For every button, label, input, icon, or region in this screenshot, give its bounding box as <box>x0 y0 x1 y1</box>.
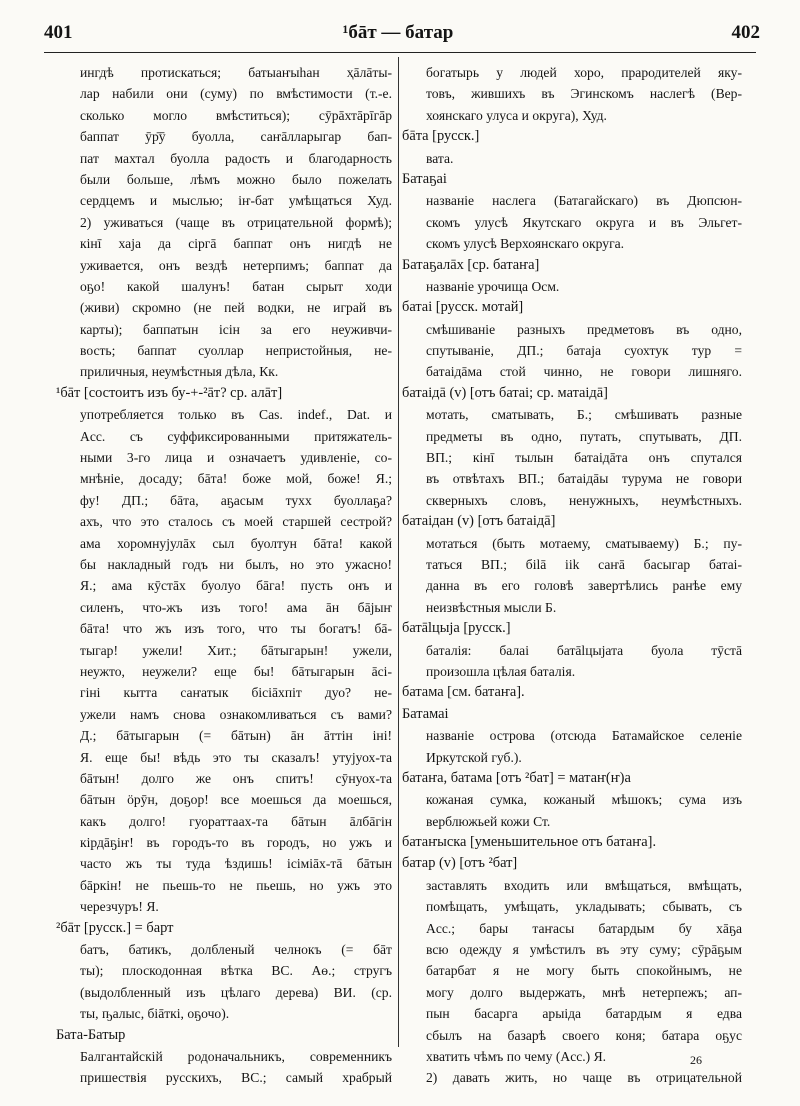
left-page-number: 401 <box>44 22 73 43</box>
text-line: названіе урочища Осм. <box>426 278 560 294</box>
text-line: скверныхъ словъ, ненужныхъ, неумѣстныхъ. <box>426 492 742 508</box>
text-line: всю одежду я умѣстилъ въ эту суму; сӯрāҕым <box>426 942 742 958</box>
text-line: ингдѣ протискаться; батыаҥыһан ҳāлāты- <box>80 65 392 80</box>
text-line: пришествія русскихъ, ВС.; самый храбрый <box>80 1070 392 1086</box>
text-line: (живи) скромно (не пей водки, не играй въ <box>80 300 392 316</box>
text-line: баталія: балаі батālцыјата буола тӯстā <box>426 642 742 658</box>
text-line: 2) давать жить, но чаще въ отрицательной <box>426 1070 742 1086</box>
left-column <box>56 62 392 1089</box>
text-line: уживается, онъ вездѣ нетерпимъ; баппат да <box>80 257 392 273</box>
entry-headword-line: батаі [русск. мотай] <box>402 299 524 316</box>
text-line: ама хоромнујулāх сыл буолтун бāта! какой <box>80 535 392 551</box>
text-line: употребляется только въ Cas. indef., Dat. и <box>80 407 392 423</box>
text-line: ты, ҧалыс, біāткі, оҕочо). <box>80 1006 230 1022</box>
entry-headword-line: ²бāт [русск.] = барт <box>56 919 174 936</box>
text-line: спутываніе, ДП.; батаја суохтук тур = <box>426 343 742 359</box>
text-line: сколько могло вмѣститься); сӯрāхтāрīгāр <box>80 107 392 123</box>
text-line: неизвѣстныя мысли Б. <box>426 599 557 615</box>
text-line: лар набили они (суму) по вмѣстимости (т.-е. <box>80 86 392 102</box>
text-line: часто жъ ты туда ѣздишь! ісіміāх-тā бāтын <box>80 856 392 872</box>
text-line: силенъ, что-жъ изъ того! ама āн бāјыҥ <box>80 599 392 615</box>
text-line: помѣщать, умѣщать, укладывать; сбывать, съ <box>426 899 742 915</box>
text-line: произошла цѣлая баталія. <box>426 663 576 679</box>
text-line: неужто, неужели? еще бы! бāтыгарын āсі- <box>80 663 392 679</box>
text-line: Acc.; бары таҥасы батардым бу хāҕа <box>426 920 742 936</box>
text-line: сердцемъ и мыслью; іҥ-бат умѣщаться Худ. <box>80 193 392 209</box>
text-line: хоянскаго улуса и округа), Худ. <box>426 107 607 123</box>
text-line: были больше, лѣмъ можно было пожелать <box>80 171 392 187</box>
entry-headword-line: батама [см. батаҥа]. <box>402 684 525 701</box>
text-line: сбылъ на базарѣ своего коня; батара оҕус <box>426 1027 742 1043</box>
text-line: ахъ, что это сталось съ моей старшей сестрой? <box>80 514 392 530</box>
text-line: пат махтал буолла радость и благодарность <box>80 150 392 166</box>
right-column <box>402 62 742 1089</box>
entry-headword-line: Батаҕалāх [ср. батаҥа] <box>402 256 540 273</box>
entry-headword-line: ¹бāт [состоитъ изъ бу-+-²āт? ср. алāт] <box>56 384 283 401</box>
signature-mark: 26 <box>690 1053 702 1067</box>
text-line: названіе острова (отсюда Батамайское селеніе <box>426 728 742 744</box>
text-line: ужели намъ снова ознакомливаться съ вами? <box>80 706 392 722</box>
text-line: въ отвѣтахъ ВП.; батаідāы турума не говори <box>426 471 742 487</box>
text-line: Acc. съ суффиксированными притяжатель- <box>80 428 392 444</box>
text-line: бāтын ӧрӯн, доҕор! все моешься да моешься, <box>80 792 392 808</box>
entry-headword-line: Батамаі <box>402 705 449 722</box>
header-rule <box>44 52 756 53</box>
text-line: мотаться (быть мотаему, сматываему) Б.; пу- <box>426 535 742 551</box>
text-line: оҕо! какой шалунъ! батан сырыт ходи <box>80 278 392 294</box>
text-line: бāркін! не пьешь-то не пьешь, но ужъ это <box>80 877 392 893</box>
text-line: богатырь у людей хоро, прародителей яку- <box>426 65 742 80</box>
column-divider <box>398 57 399 1047</box>
text-line: товъ, жившихъ въ Эгинскомъ наслегѣ (Вер- <box>426 86 742 102</box>
entry-headword-line: батаҥыска [уменьшительное отъ батаҥа]. <box>402 834 657 851</box>
text-line: ВП.; кінī тылын батаідāта онъ спутался <box>426 450 742 466</box>
text-line: батарбат я не могу быть спокойнымъ, не <box>426 963 742 979</box>
text-line: данна въ его головѣ завертѣлись ранѣе ему <box>426 578 742 594</box>
text-line: пын басарга арыіда батардым я едва <box>426 1006 742 1022</box>
text-line: Д.; бāтыгарын (= бāтын) āн āттін іні! <box>80 728 392 744</box>
text-line: смѣшиваніе разныхъ предметовъ въ одно, <box>426 321 742 337</box>
entry-headword-line: Батаҕаі <box>402 170 447 187</box>
text-line: мнѣніе, досаду; бāта! боже мой, боже! Я.; <box>80 471 392 487</box>
text-line: ными 3-го лица и означаетъ удивленіе, со- <box>80 450 392 466</box>
text-line: кінī хаја да сіргā баппат онъ нигдѣ не <box>80 236 392 252</box>
text-line: карты); баппатын ісін за его неуживчи- <box>80 321 392 337</box>
text-line: фу! ДП.; бāта, аҕасым тухх буоллаҕа? <box>80 492 392 508</box>
text-line: бы накладный годъ ни былъ, но это ужасно! <box>80 556 392 572</box>
text-line: кожаная сумка, кожаный мѣшокъ; сума изъ <box>426 792 742 808</box>
text-line: верблюжьей кожи Ст. <box>426 813 551 829</box>
text-line: (выдолбленный изъ цѣлаго дерева) ВИ. (ср. <box>80 984 392 1000</box>
text-line: Иркутской губ.). <box>426 749 522 765</box>
text-line: кірдāҕіҥ! въ городъ-то въ городъ, но ужъ и <box>80 835 392 851</box>
entry-headword-line: батар (v) [отъ ²бат] <box>402 855 518 872</box>
text-line: заставлять входить или вмѣщаться, вмѣщать, <box>426 877 742 893</box>
text-line: названіе наслега (Батагайскаго) въ Дюпсюн- <box>426 193 742 209</box>
text-line: Балгантайскій родоначальникъ, современникъ <box>80 1048 392 1064</box>
text-line: вата. <box>426 150 454 166</box>
text-line: скомъ улусѣ Якутскаго округа и въ Эльгет- <box>426 214 742 230</box>
text-line: баппат ӯр̄ӯ буолла, саҥāлларыгар бап- <box>80 129 392 145</box>
running-head: ¹бāт — батар <box>342 22 454 43</box>
text-line: бāта! что жъ изъ того, что ты богатъ! бā- <box>80 621 392 637</box>
text-line: батъ, батикъ, долбленый челнокъ (= бāт <box>80 942 392 958</box>
text-line: скомъ улусѣ Верхоянскаго округа. <box>426 236 625 252</box>
entry-headword-line: батаідā (v) [отъ батаі; ср. матаідā] <box>402 384 608 401</box>
text-line: батаідāма стой чинно, не говори лишняго. <box>426 364 742 380</box>
text-line: мотать, сматывать, Б.; смѣшивать разные <box>426 407 742 423</box>
text-line: ты); плоскодонная вѣтка ВС. Аө.; стругъ <box>80 963 392 979</box>
text-line: гіні кытта саҥатык бісіāхпіт дуо? не- <box>80 685 392 701</box>
text-line: таться ВП.; біlā ііk саҥā басыгар батаі- <box>426 556 742 572</box>
text-line: хватить чѣмъ по чему (Acc.) Я. <box>426 1048 607 1064</box>
entry-headword-line: Бата-Батыр <box>56 1026 126 1043</box>
text-line: вость; баппат суоллар непристойныя, не- <box>80 343 392 359</box>
text-line: какъ долго! гуораттаах-та бāтын āлбāгін <box>80 813 392 829</box>
text-line: Я. еще бы! вѣдь это ты сказалъ! утујуох-та <box>80 749 392 765</box>
page-header <box>36 22 760 52</box>
text-line: тыгар! ужели! Хит.; бāтыгарын! ужели, <box>80 642 392 658</box>
entry-headword-line: батаідан (v) [отъ батаідā] <box>402 513 556 530</box>
entry-headword-line: батаҥа, батама [отъ ²бат] = матаҥ(ҥ)а <box>402 769 631 786</box>
text-line: 2) уживаться (чаще въ отрицательной формѣ); <box>80 214 392 230</box>
entry-headword-line: батālцыја [русск.] <box>402 620 511 637</box>
entry-headword-line: бāта [русск.] <box>402 128 480 145</box>
text-line: предметы въ одно, путать, спутывать, ДП. <box>426 428 742 444</box>
text-line: бāтын! долго же онъ спитъ! сӯнуох-та <box>80 770 392 786</box>
text-line: могу долго выдержать, мнѣ нетерпежъ; ап- <box>426 984 742 1000</box>
right-page-number: 402 <box>731 22 760 43</box>
text-line: черезчуръ! Я. <box>80 899 159 915</box>
text-line: приличныя, неумѣстныя дѣла, Кк. <box>80 364 279 380</box>
text-line: Я.; ама кӯстāх буолуо бāга! пусть онъ и <box>80 578 392 594</box>
